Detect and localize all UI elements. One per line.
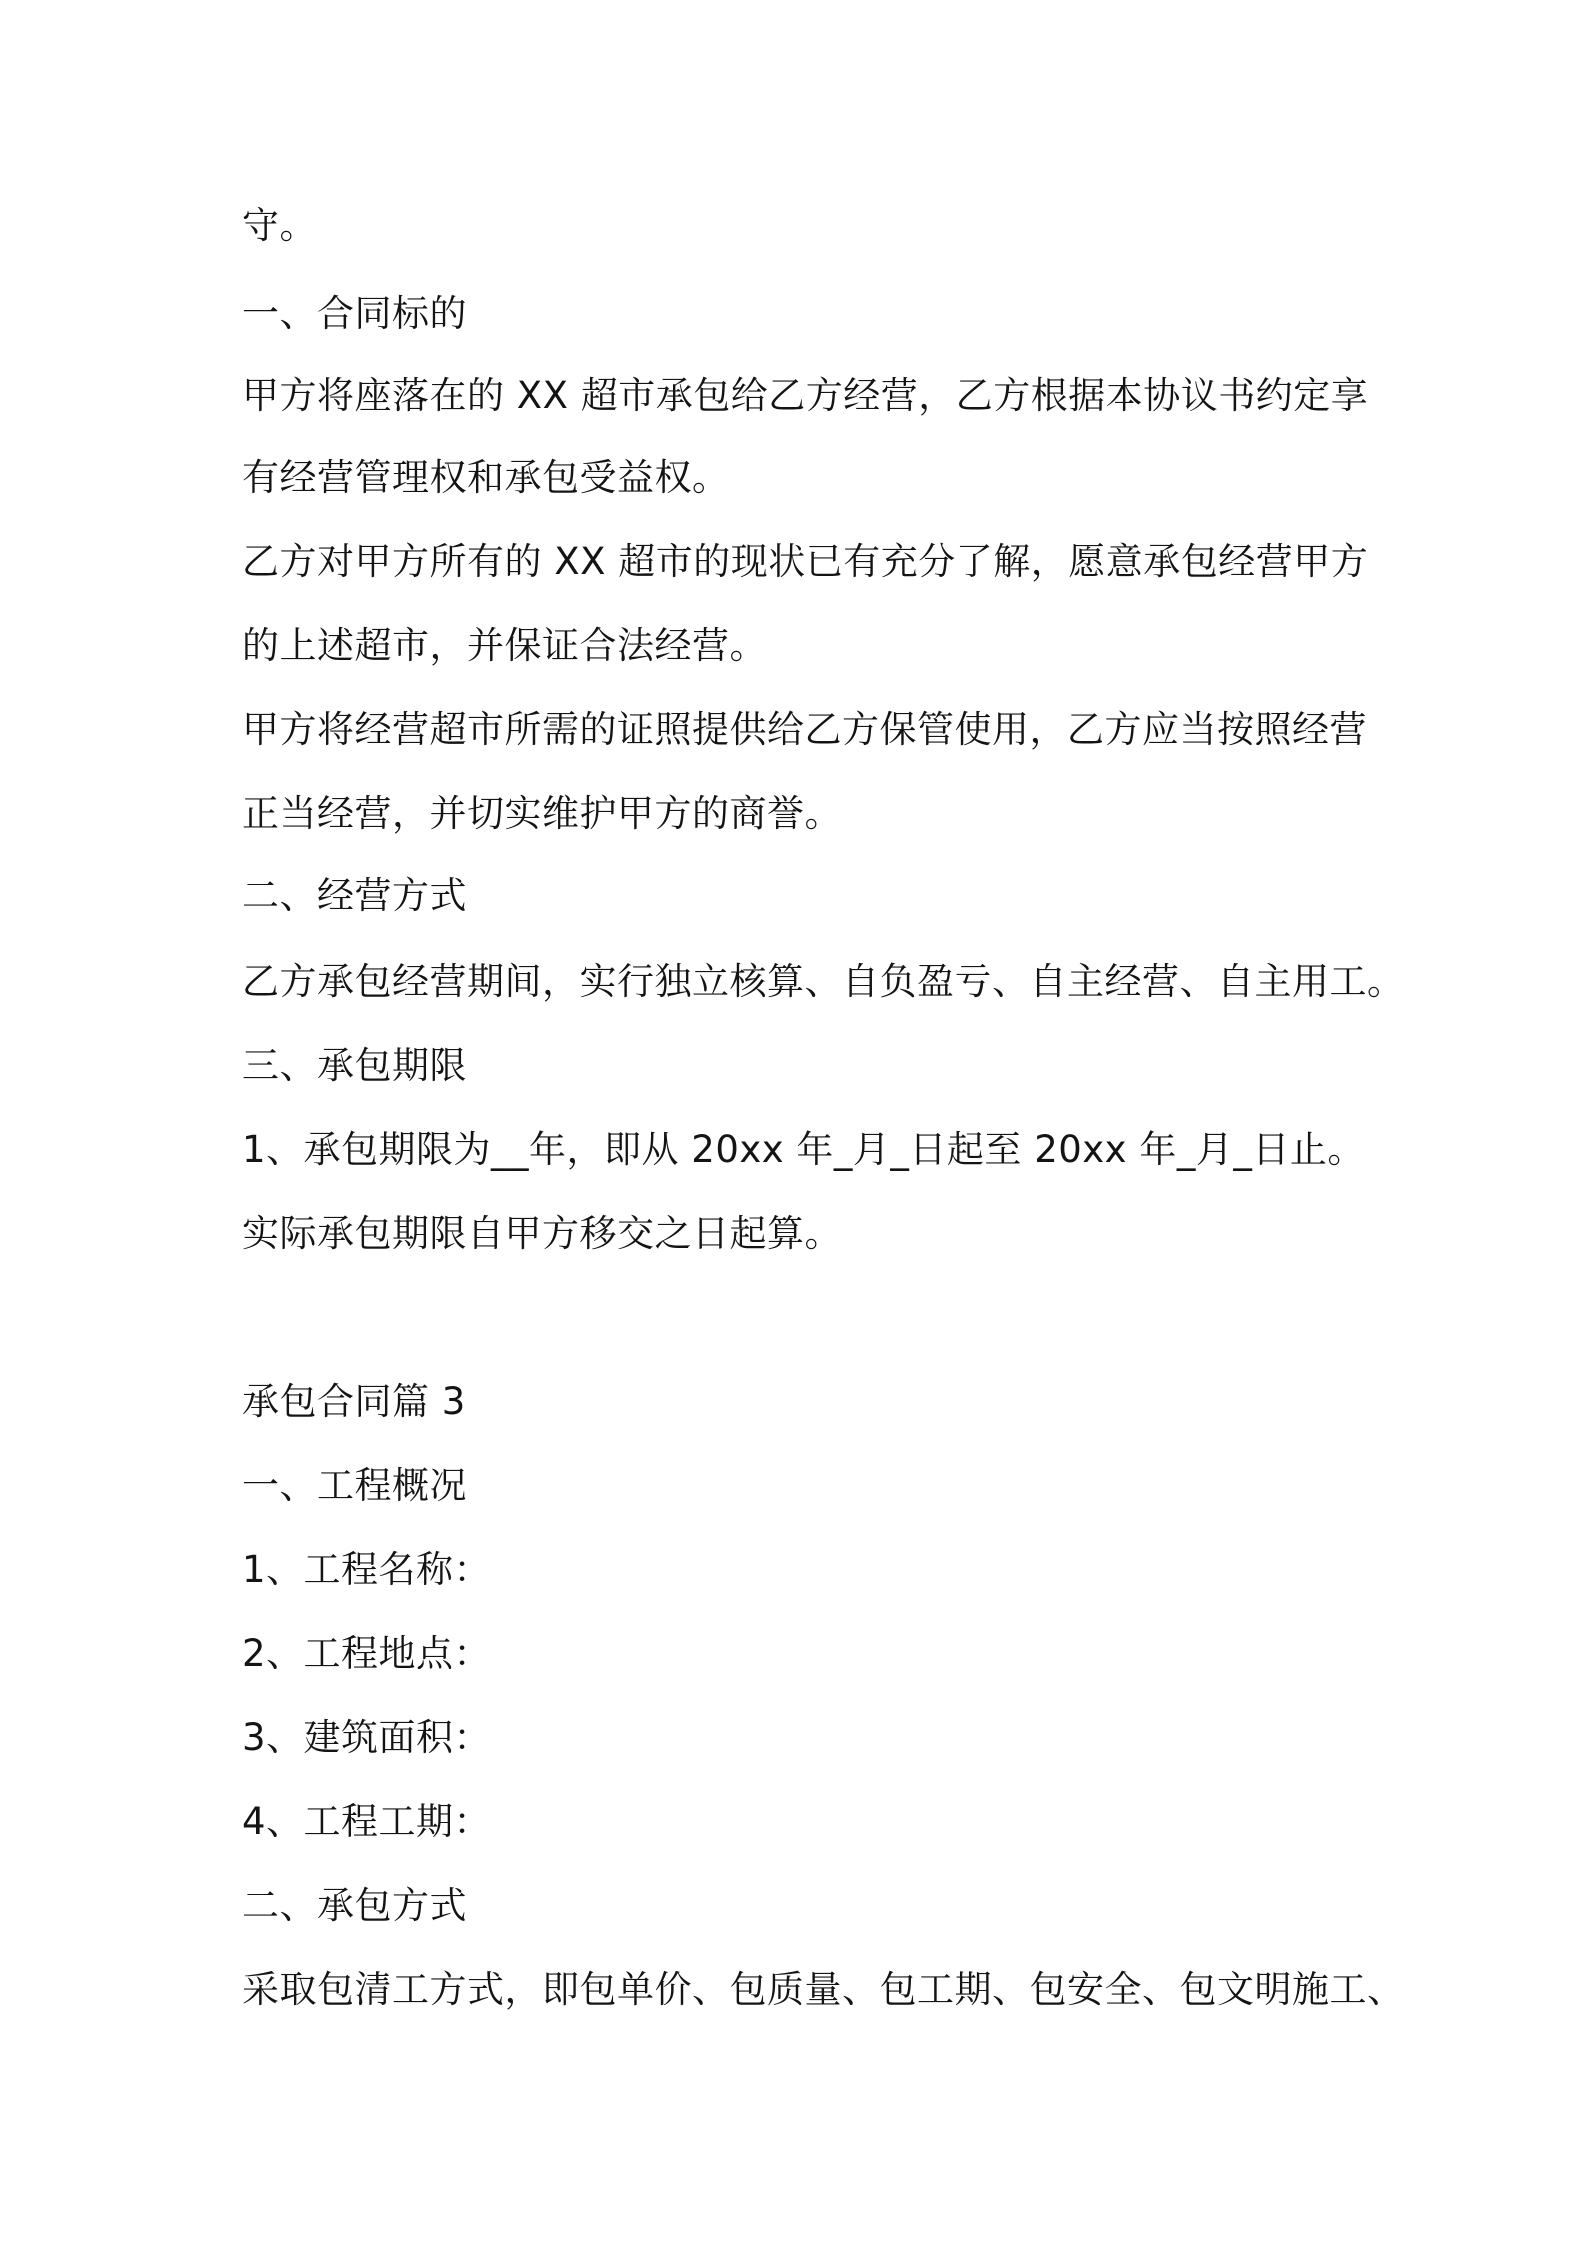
paragraph-line: 采取包清工方式，即包单价、包质量、包工期、包安全、包文明施工、	[242, 1968, 1405, 2011]
list-item: 3、建筑面积：	[242, 1716, 492, 1759]
continuation-line: 守。	[242, 204, 317, 247]
section-heading-contract-subject: 一、合同标的	[242, 292, 467, 335]
list-item: 4、工程工期：	[242, 1800, 492, 1843]
paragraph-line: 实际承包期限自甲方移交之日起算。	[242, 1212, 842, 1255]
section-heading-contract-term: 三、承包期限	[242, 1044, 467, 1087]
contract-title: 承包合同篇 3	[242, 1380, 466, 1423]
paragraph-line: 甲方将经营超市所需的证照提供给乙方保管使用，乙方应当按照经营	[242, 708, 1367, 751]
paragraph-line: 正当经营，并切实维护甲方的商誉。	[242, 792, 842, 835]
paragraph-line: 乙方承包经营期间，实行独立核算、自负盈亏、自主经营、自主用工。	[242, 960, 1405, 1003]
list-item: 2、工程地点：	[242, 1632, 492, 1675]
paragraph-line: 乙方对甲方所有的 XX 超市的现状已有充分了解，愿意承包经营甲方	[242, 540, 1369, 583]
paragraph-line: 的上述超市，并保证合法经营。	[242, 624, 767, 667]
section-heading-project-overview: 一、工程概况	[242, 1464, 467, 1507]
paragraph-line: 有经营管理权和承包受益权。	[242, 456, 730, 499]
section-heading-contracting-method: 二、承包方式	[242, 1884, 467, 1927]
list-item: 1、承包期限为__年，即从 20xx 年_月_日起至 20xx 年_月_日止。	[242, 1128, 1365, 1171]
paragraph-line: 甲方将座落在的 XX 超市承包给乙方经营，乙方根据本协议书约定享	[242, 374, 1369, 417]
section-heading-operation-mode: 二、经营方式	[242, 874, 467, 917]
list-item: 1、工程名称：	[242, 1548, 492, 1591]
